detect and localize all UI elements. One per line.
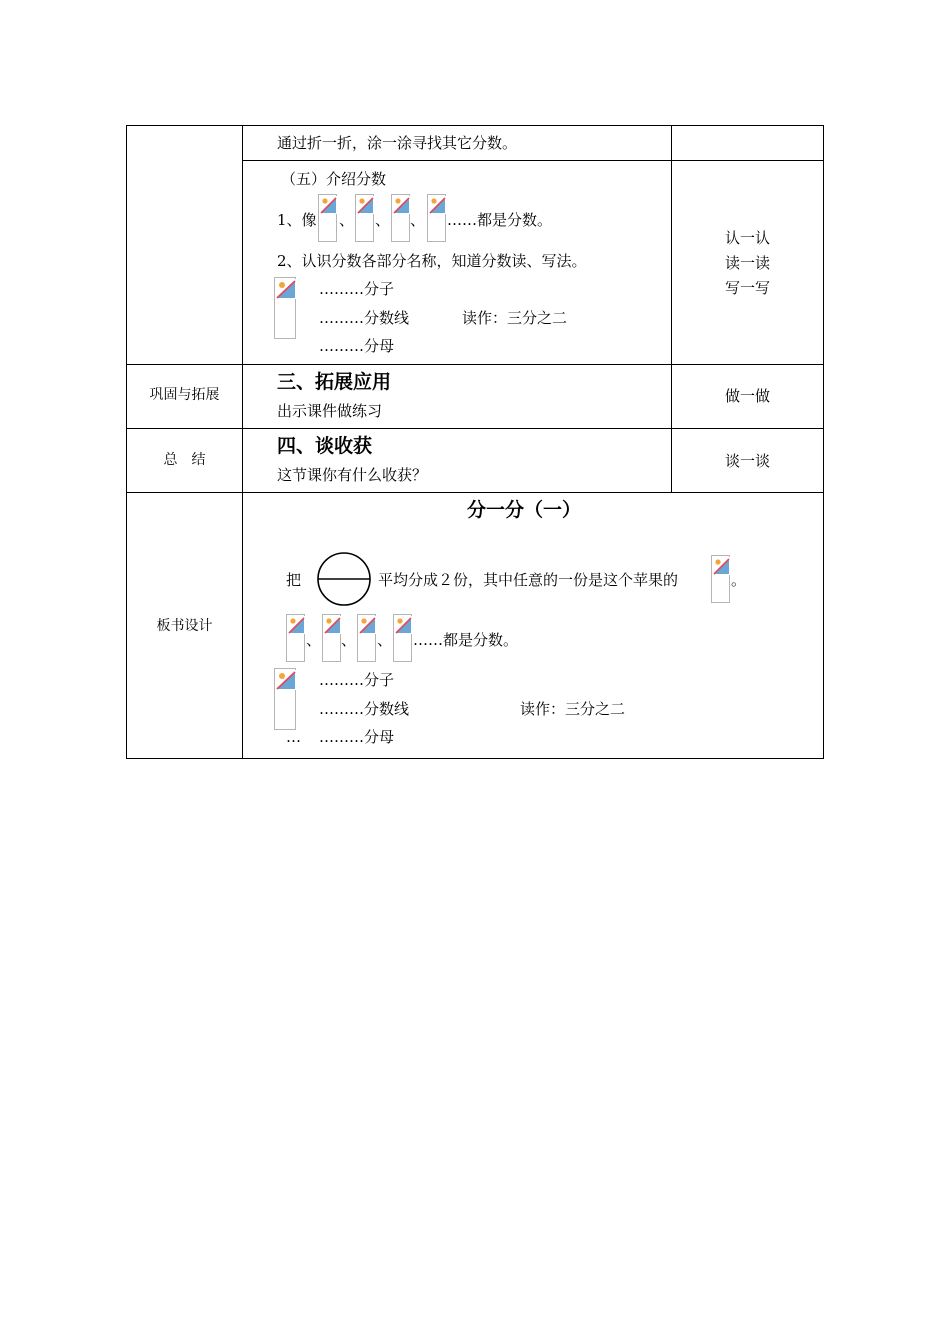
row4-text: 这节课你有什么收获？ [277,466,428,484]
fraction-image-icon [274,668,296,730]
board-period: 。 [731,571,747,589]
row3-activity: 做一做 [724,387,770,405]
board-ellipsis: … [286,728,301,746]
row2-line1-prefix: 1、像 [277,211,317,229]
board-title: 分一分（一） [467,499,582,521]
board-denominator-label: ………分母 [319,728,395,746]
column-divider-1 [242,125,243,759]
table-border-left [126,125,127,759]
fraction-image-icon [286,614,305,662]
fraction-line-label: ………分数线 [319,309,410,327]
fraction-image-icon [318,194,337,242]
fraction-image-icon [355,194,374,242]
separator-comma: 、 [377,631,393,649]
separator-comma: 、 [339,211,355,229]
row-divider-1 [242,160,824,161]
column-divider-2 [671,125,672,493]
row-divider-4 [126,492,824,493]
fraction-image-icon [322,614,341,662]
row-divider-2 [126,364,824,365]
apple-circle-icon [306,550,384,608]
board-fraction-line-label: ………分数线 [319,700,410,718]
fraction-image-icon [711,555,730,603]
read-as-label: 读作：三分之二 [462,309,568,327]
row2-line1-suffix: ……都是分数。 [447,211,553,229]
separator-comma: 、 [306,631,322,649]
row1-content: 通过折一折，涂一涂寻找其它分数。 [277,134,518,152]
row3-text: 出示课件做练习 [277,402,383,420]
row4-title: 四、谈收获 [277,435,373,457]
separator-comma: 、 [410,211,426,229]
row2-heading: （五）介绍分数 [281,170,387,188]
row5-label: 板书设计 [156,618,213,634]
board-read-as-label: 读作：三分之二 [520,700,626,718]
numerator-label: ………分子 [319,280,395,298]
row3-title: 三、拓展应用 [277,371,392,393]
ba-char: 把 [286,571,302,589]
fraction-image-icon [357,614,376,662]
row2-line2: 2、认识分数各部分名称，知道分数读、写法。 [277,252,587,270]
denominator-label: ………分母 [319,337,395,355]
table-border-right [823,125,824,759]
board-sentence: 平均分成２份，其中任意的一份是这个苹果的 [378,571,679,589]
fraction-image-icon [391,194,410,242]
fraction-image-icon [427,194,446,242]
fraction-image-icon [393,614,412,662]
board-numerator-label: ………分子 [319,671,395,689]
row3-label: 巩固与拓展 [149,387,220,403]
row4-activity: 谈一谈 [724,452,770,470]
activity-read: 读一读 [724,254,770,272]
activity-identify: 认一认 [724,229,770,247]
separator-comma: 、 [375,211,391,229]
table-border-bottom [126,758,824,759]
row4-label: 总 结 [163,452,206,468]
board-examples-suffix: ……都是分数。 [413,631,519,649]
activity-write: 写一写 [724,279,770,297]
separator-comma: 、 [341,631,357,649]
table-border-top [126,125,824,126]
fraction-image-icon [274,277,296,339]
row-divider-3 [126,428,824,429]
